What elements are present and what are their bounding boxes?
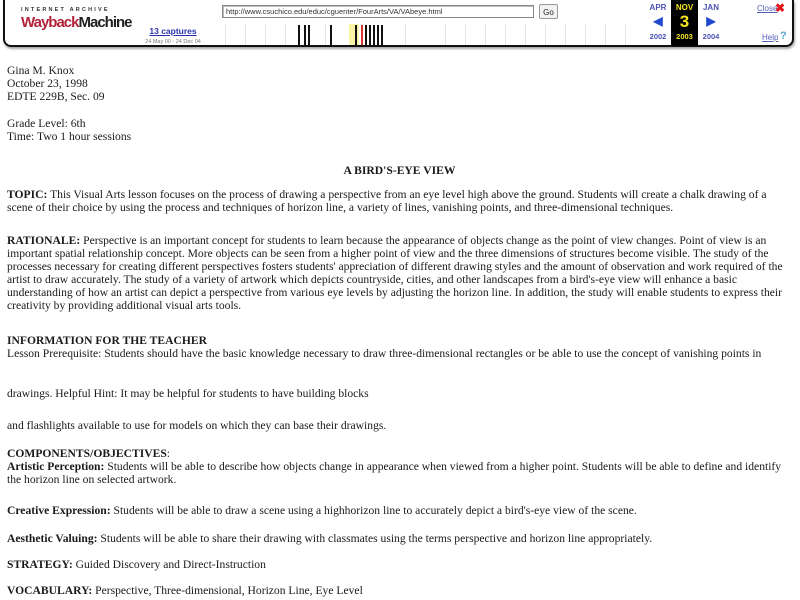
logo-wayback-machine-text: WaybackMachine (21, 14, 132, 31)
timeline-tick (505, 24, 506, 45)
close-link[interactable]: Close (757, 4, 778, 13)
info-hint-1: drawings. Helpful Hint: It may be helpful for students to have building blocks (7, 387, 369, 400)
info-hint-2: and flashlights available to use for models on which they can base their drawings. (7, 419, 387, 432)
current-month: NOV (675, 3, 694, 12)
timeline-capture-bar[interactable] (304, 25, 306, 45)
nav-next[interactable] (698, 0, 724, 41)
creative-label: Creative Expression: (7, 504, 111, 517)
strategy-text: Guided Discovery and Direct-Instruction (72, 558, 266, 571)
components-section (7, 447, 792, 486)
timeline-current-highlight (349, 24, 359, 45)
timeline-capture-bar[interactable] (308, 25, 310, 45)
timeline-tick (225, 24, 226, 45)
wayback-logo[interactable] (21, 7, 132, 39)
next-month[interactable]: JAN (702, 3, 719, 12)
rationale-text: Perspective is an important concept for students to learn because the appearance of objects change as the point of view changes. Point of view is an important spatial relationship concept. More objects can be seen from a higher point of view and the three dimensions of structures become visible. The study of the processes necessary for creating different perspectives fosters students' appreciation of different drawing styles and the amount of observation and work required of the artist to draw accurately. The study of a variety of artwork which depicts countryside, cities, and other landscapes from a bird's-eye view will enhance a basic understanding of how an artist can depict a perspective from various eye levels by adjusting the horizon line. In addition, the study will enable students to express their creativity by providing additional visual arts tools. (7, 234, 783, 312)
timeline-tick (445, 24, 446, 45)
captures-info (133, 26, 213, 45)
nav-previous[interactable] (645, 0, 671, 41)
captures-range: 24 May 00 - 24 Dec 04 (145, 39, 201, 45)
info-heading: INFORMATION FOR THE TEACHER (7, 334, 208, 347)
capture-timeline[interactable] (215, 24, 645, 45)
vocabulary-text: Perspective, Three-dimensional, Horizon Line, Eye Level (92, 584, 363, 597)
timeline-current-bar[interactable] (361, 25, 363, 45)
help-icon[interactable]: ? (780, 30, 787, 42)
topic-label: TOPIC: (7, 188, 48, 201)
close-icon[interactable]: ✖ (775, 1, 786, 15)
timeline-capture-bar[interactable] (355, 25, 357, 45)
aesthetic-text: Students will be able to share their drawing with classmates using the terms perspective and horizon line appropriately. (97, 532, 653, 545)
timeline-tick (465, 24, 466, 45)
creative-text: Students will be able to draw a scene using a highhorizon line to accurately depict a bird's-eye view of the scene. (110, 504, 637, 517)
timeline-capture-bar[interactable] (369, 25, 371, 45)
vocabulary-section (7, 584, 792, 597)
grade-level: Grade Level: 6th (7, 117, 86, 130)
timeline-tick (485, 24, 486, 45)
timeline-tick (525, 24, 526, 45)
timeline-tick (605, 24, 606, 45)
components-heading-line: COMPONENTS/OBJECTIVES: (7, 447, 170, 460)
author-block (7, 64, 792, 103)
strategy-section (7, 558, 792, 571)
nav-current (671, 0, 698, 46)
logo-internet-archive-text: INTERNET ARCHIVE (21, 7, 110, 13)
artistic-label: Artistic Perception: (7, 460, 105, 473)
topic-text: This Visual Arts lesson focuses on the process of drawing a perspective from an eye level high above the ground. Students will create a chalk drawing of a scene of their choice by using the process and techniques of horizon line, a variety of lines, vanishing points, and three-dimensional techniques. (7, 188, 767, 214)
next-year[interactable]: 2004 (702, 32, 720, 41)
grade-block (7, 117, 792, 143)
prev-year[interactable]: 2002 (649, 32, 667, 41)
wayback-toolbar (3, 0, 794, 47)
prev-month[interactable]: APR (649, 3, 667, 12)
strategy-label: STRATEGY: (7, 558, 73, 571)
info-teacher-section (7, 334, 792, 360)
current-year: 2003 (676, 32, 693, 41)
rationale-section (7, 234, 792, 312)
captures-link[interactable]: 13 captures (149, 26, 197, 36)
current-day: 3 (679, 12, 690, 31)
artistic-text: Students will be able to describe how objects change in appearance when viewed from a higher point. Students will be able to define and identify the horizon line on selected artwork. (7, 460, 782, 486)
timeline-capture-bar[interactable] (381, 25, 383, 45)
vocabulary-label: VOCABULARY: (7, 584, 93, 597)
help-link[interactable]: Help (762, 33, 779, 42)
timeline-capture-bar[interactable] (373, 25, 375, 45)
document-date: October 23, 1998 (7, 77, 88, 90)
timeline-tick (545, 24, 546, 45)
author-name: Gina M. Knox (7, 64, 75, 77)
info-prerequisite: Lesson Prerequisite: Students should have the basic knowledge necessary to draw three-dimensional rectangles or be able to use the concept of vanishing points in (7, 347, 762, 360)
right-arrow-icon[interactable]: ▶ (706, 14, 716, 28)
course-info: EDTE 229B, Sec. 09 (7, 90, 105, 103)
url-input[interactable]: http://www.csuchico.edu/educ/cguenter/FourArts/VA/VAbeye.html (222, 5, 534, 18)
rationale-label: RATIONALE: (7, 234, 81, 247)
aesthetic-label: Aesthetic Valuing: (7, 532, 98, 545)
timeline-capture-bar[interactable] (298, 25, 300, 45)
components-heading: COMPONENTS/OBJECTIVES (7, 447, 167, 460)
left-arrow-icon[interactable]: ◀ (653, 14, 663, 28)
aesthetic-valuing (7, 532, 792, 545)
page-title: A BIRD'S-EYE VIEW (343, 164, 456, 177)
timeline-tick (565, 24, 566, 45)
timeline-tick (405, 24, 406, 45)
timeline-tick (625, 24, 626, 45)
go-button[interactable]: Go (539, 4, 558, 19)
timeline-tick (325, 24, 326, 45)
artistic-perception (7, 460, 792, 486)
timeline-tick (245, 24, 246, 45)
timeline-tick (285, 24, 286, 45)
timeline-capture-bar[interactable] (330, 25, 332, 45)
timeline-tick (265, 24, 266, 45)
creative-expression (7, 504, 792, 517)
topic-section (7, 188, 792, 214)
session-time: Time: Two 1 hour sessions (7, 130, 132, 143)
timeline-capture-bar[interactable] (377, 25, 379, 45)
timeline-tick (585, 24, 586, 45)
timeline-capture-bar[interactable] (365, 25, 367, 45)
